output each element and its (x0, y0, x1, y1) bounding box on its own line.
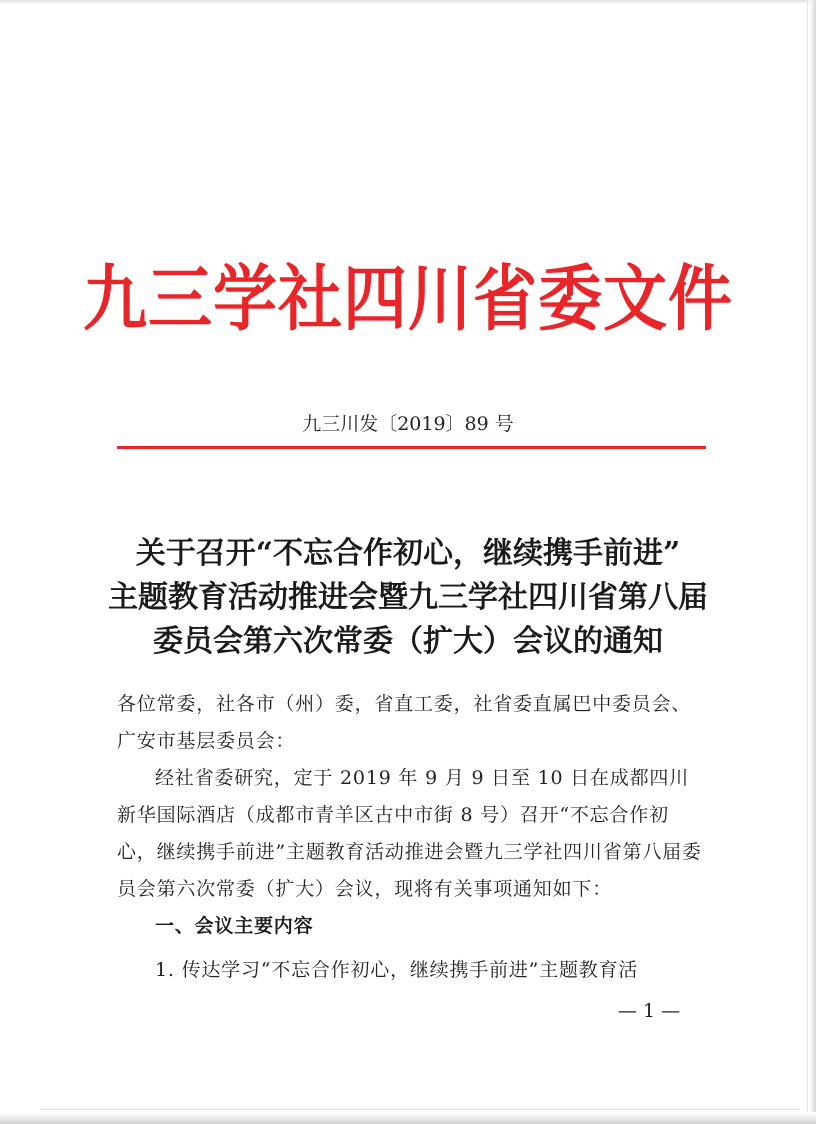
scan-edge-top (0, 0, 816, 4)
scan-edge-right (809, 0, 816, 1124)
addressee-line: 各位常委，社各市（州）委，省直工委，社省委直属巴中委员会、广安市基层委员会： (117, 693, 692, 752)
scan-edge-bottom (0, 1112, 816, 1124)
notice-title-line-3: 委员会第六次常委（扩大）会议的通知 (153, 624, 663, 659)
document-number: 九三川发〔2019〕89 号 (302, 413, 514, 435)
notice-title-line-2: 主题教育活动推进会暨九三学社四川省第八届 (108, 580, 708, 615)
scan-edge-line-right (807, 0, 808, 1124)
notice-title-line-1: 关于召开“不忘合作初心，继续携手前进” (135, 536, 681, 571)
section-heading-1: 一、会议主要内容 (155, 915, 314, 937)
red-divider-line (117, 446, 706, 449)
list-item-1: 1. 传达学习“不忘合作初心，继续携手前进”主题教育活 (155, 959, 639, 981)
scan-edge-line-bottom (40, 1109, 800, 1110)
body-paragraph-1: 经社省委研究，定于 2019 年 9 月 9 日至 10 日在成都四川新华国际酒店（成都市青羊区古中市街 8 号）召开“不忘合作初心，继续携手前进”主题教育活动推进会暨九三学社四川省第八届委员会第六次常委（扩大）会议，现将有关事项通知如下： (117, 767, 702, 900)
page-number: — 1 — (618, 1000, 681, 1022)
notice-title (100, 532, 716, 664)
red-header-title: 九三学社四川省委文件 (83, 257, 733, 342)
